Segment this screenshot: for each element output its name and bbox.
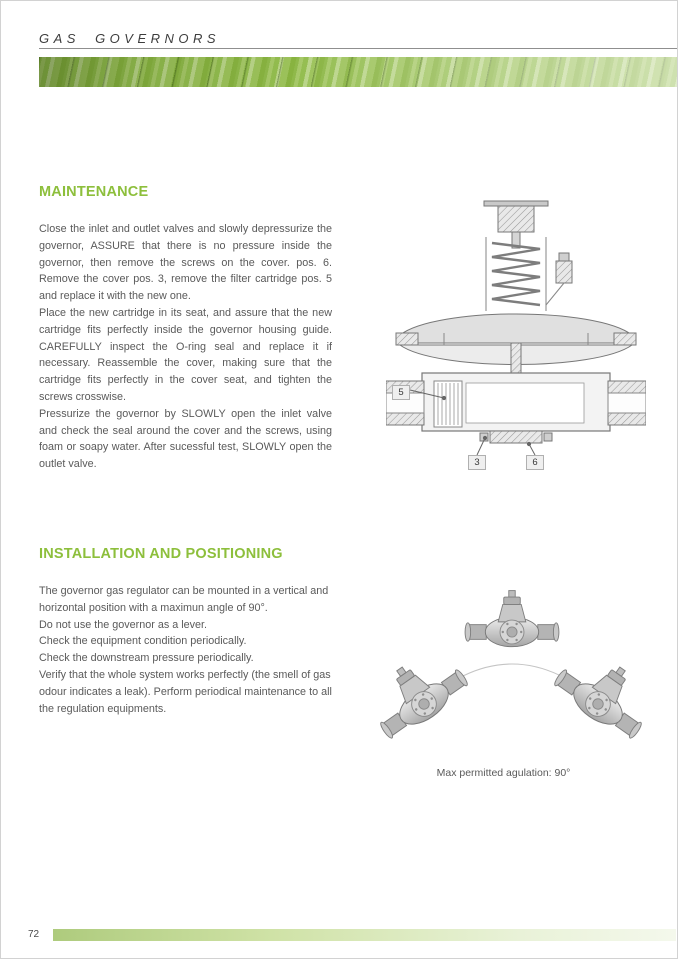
maintenance-paragraph: Place the new cartridge in its seat, and assure that the new cartridge fits perfectly inside the governor housing guide. CAREFULLY inspect the O-ring seal and replace it if necessary. Reassemble the cover, making sure that the cartridge fits perfectly in the cover seat, and tighten the screws crosswise. bbox=[39, 306, 332, 403]
figure-caption: Max permitted agulation: 90° bbox=[436, 767, 571, 779]
governor-vertical bbox=[465, 591, 559, 647]
header-rule bbox=[39, 48, 677, 49]
diagram-label-filter: 5 bbox=[392, 385, 410, 400]
installation-paragraph: The governor gas regulator can be mounted in a vertical and horizontal position with a maximun angle of 90°. bbox=[39, 585, 329, 614]
installation-paragraph: Do not use the governor as a lever. bbox=[39, 618, 208, 631]
maintenance-text bbox=[39, 221, 332, 473]
governor-tilted-right bbox=[550, 641, 656, 744]
maintenance-paragraph: Close the inlet and outlet valves and slowly depressurize the governor, ASSURE that there is no pressure inside the governor, then remove the screws on the cover. pos. 6. Remove the cover pos. 3, remove the filter cartridge pos. 5 and replace it with the new one. bbox=[39, 223, 332, 303]
installation-paragraph: Check the equipment condition periodically. bbox=[39, 635, 247, 648]
installation-paragraph: Verify that the whole system works perfectly (the smell of gas odour indicates a leak). Perform periodical maintenance to all the regulation equipments. bbox=[39, 668, 332, 715]
installation-section-title: INSTALLATION AND POSITIONING bbox=[39, 546, 283, 562]
page-number: 72 bbox=[28, 929, 40, 940]
governor-tilted-left bbox=[366, 641, 472, 744]
green-stripe-banner bbox=[39, 57, 677, 87]
installation-paragraph: Check the downstream pressure periodically. bbox=[39, 652, 254, 665]
diagram-label-cover: 3 bbox=[468, 455, 486, 470]
footer-green-bar bbox=[53, 929, 676, 941]
bottom-cover bbox=[480, 431, 552, 443]
valve-cross-section-diagram bbox=[386, 193, 646, 473]
valve-body bbox=[386, 373, 646, 431]
filter-cartridge bbox=[434, 381, 462, 427]
installation-text bbox=[39, 583, 344, 717]
governor-orientation-figure bbox=[366, 576, 656, 766]
maintenance-section-title: MAINTENANCE bbox=[39, 184, 149, 200]
adjusting-screw bbox=[484, 201, 548, 248]
vent bbox=[546, 253, 572, 305]
diagram-label-screws: 6 bbox=[526, 455, 544, 470]
document-title: GAS GOVERNORS bbox=[39, 31, 221, 46]
maintenance-paragraph: Pressurize the governor by SLOWLY open the inlet valve and check the seal around the cover and the screws, using foam or soapy water. After sucessful test, SLOWLY open the outlet valve. bbox=[39, 407, 332, 471]
